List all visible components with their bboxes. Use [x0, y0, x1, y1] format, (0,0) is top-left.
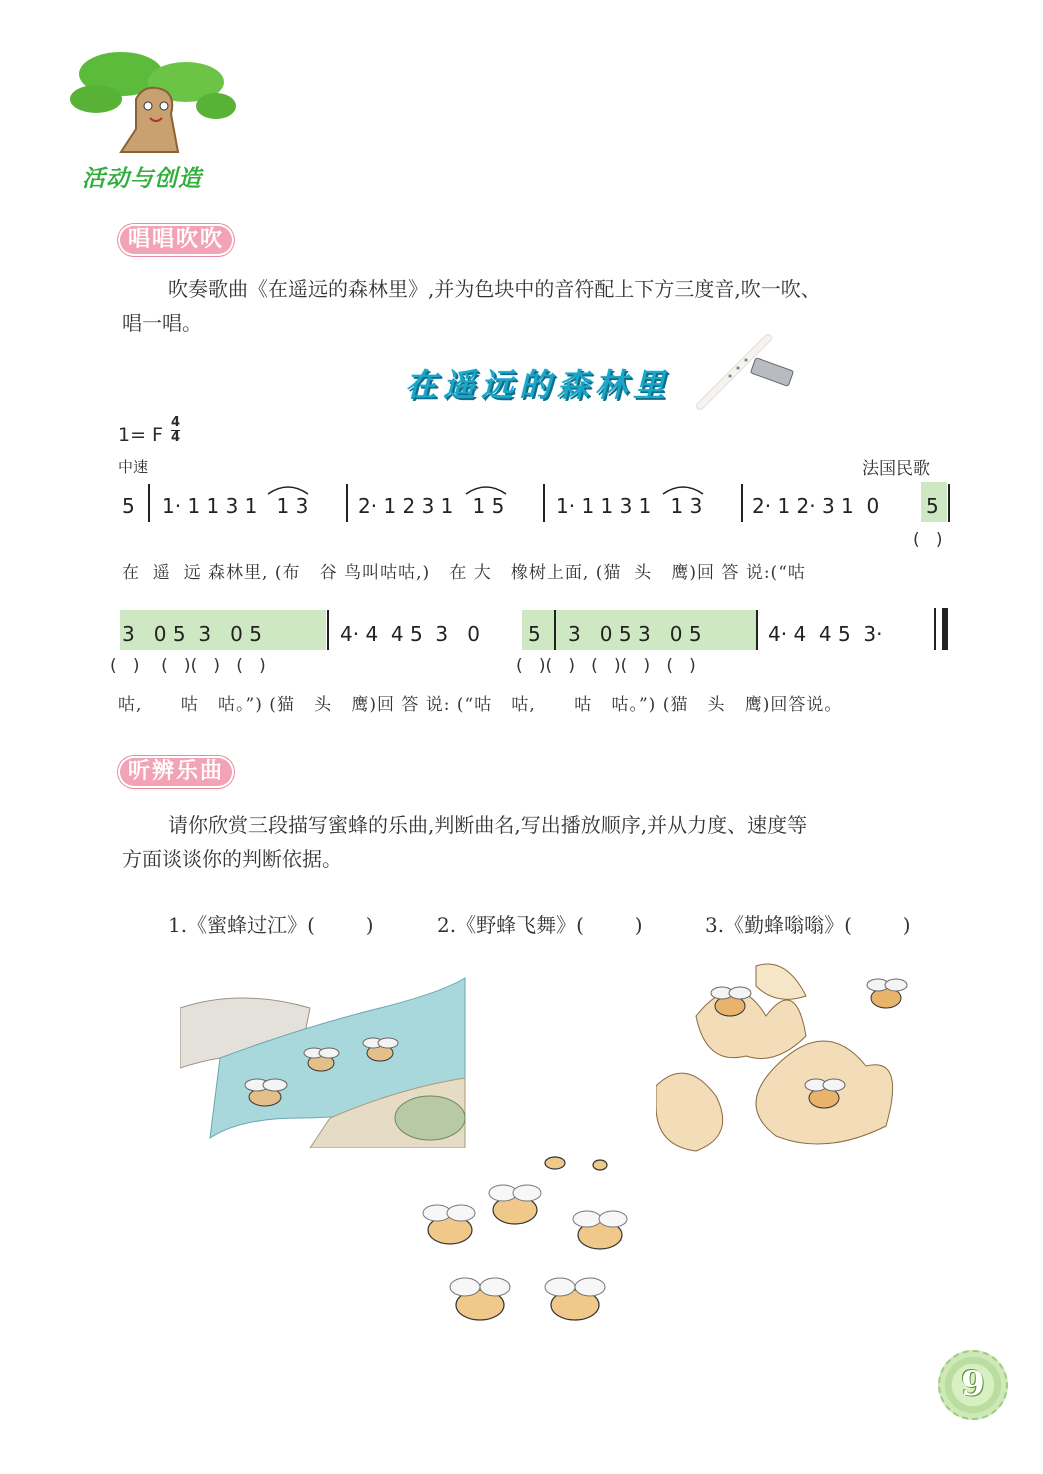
- answer-blanks[interactable]: ( )( ) ( )( ) ( ): [516, 656, 696, 676]
- bee-icon: [296, 1045, 346, 1083]
- bee-icon: [858, 976, 914, 1020]
- instruction-text: [122, 272, 962, 340]
- final-bar-line: [934, 608, 936, 650]
- section-title-sing: 唱唱吹吹: [118, 224, 234, 256]
- note-group: 5: [122, 494, 135, 518]
- note-group: 2· 1 2 3 1 1 5: [358, 494, 505, 518]
- note-group: 4· 4 4 5 3·: [768, 622, 883, 646]
- note-group: 1· 1 1 3 1 1 3: [162, 494, 309, 518]
- recorder-and-harmonica-icon: [690, 332, 800, 412]
- note-group: 3 0 5 3 0 5: [122, 622, 262, 646]
- tempo-marking: 中速: [118, 458, 149, 476]
- song-origin: 法国民歌: [862, 459, 930, 479]
- instruction-line: 方面谈谈你的判断依据。: [122, 847, 342, 871]
- page-number: 9: [961, 1364, 985, 1404]
- note-group: 3 0 5 3 0 5: [568, 622, 702, 646]
- lyrics-line: 在 遥 远 森林里, (布 谷 鸟叫咕咕,) 在 大 橡树上面, (猫 头 鹰)回 答 说:(“咕: [122, 563, 806, 583]
- tree-mascot-logo: [66, 44, 236, 156]
- answer-blanks[interactable]: ( ) ( )( ) ( ): [110, 656, 266, 676]
- section-label: 活动与创造: [82, 166, 202, 192]
- instruction-line: 唱一唱。: [122, 311, 202, 335]
- instruction-line: 请你欣赏三段描写蜜蜂的乐曲,判断曲名,写出播放顺序,并从力度、速度等: [168, 813, 808, 837]
- bee-icon: [796, 1076, 852, 1120]
- section-title-listen: 听辨乐曲: [118, 756, 234, 788]
- note-group: 5: [528, 622, 541, 646]
- lyrics-line: 咕, 咕 咕。”) (猫 头 鹰)回 答 说: (“咕 咕, 咕 咕。”) (猫 头 鹰)回答说。: [118, 695, 843, 715]
- instruction-text: [122, 808, 972, 876]
- final-bar-line: [942, 608, 948, 650]
- bar-line: [554, 610, 556, 650]
- bar-line: [148, 484, 150, 522]
- bee-icon: [702, 984, 758, 1028]
- bar-line: [327, 610, 329, 650]
- answer-item[interactable]: 2.《野蜂飞舞》( ): [437, 913, 643, 937]
- key-signature: 1= F: [118, 424, 163, 446]
- page-number-badge: [938, 1350, 1008, 1420]
- time-signature: 4 4: [171, 415, 181, 445]
- illustration-bee-swarm: [395, 1135, 655, 1350]
- answer-item[interactable]: 1.《蜜蜂过江》( ): [168, 913, 374, 937]
- bee-icon: [235, 1075, 295, 1119]
- instruction-line: 吹奏歌曲《在遥远的森林里》,并为色块中的音符配上下方三度音,吹一吹、: [168, 277, 821, 301]
- bar-line: [948, 484, 950, 522]
- bar-line: [756, 610, 758, 650]
- note-group: 2· 1 2· 3 1 0: [752, 494, 880, 518]
- tie-marks: [260, 478, 820, 498]
- bee-icon: [355, 1035, 405, 1073]
- note-group: 5: [926, 494, 939, 518]
- answer-blank[interactable]: ( ): [913, 530, 943, 550]
- song-title: 在遥远的森林里: [405, 366, 672, 404]
- note-group: 1· 1 1 3 1 1 3: [556, 494, 703, 518]
- answer-item[interactable]: 3.《勤蜂嗡嗡》( ): [705, 913, 911, 937]
- note-group: 4· 4 4 5 3 0: [340, 622, 480, 646]
